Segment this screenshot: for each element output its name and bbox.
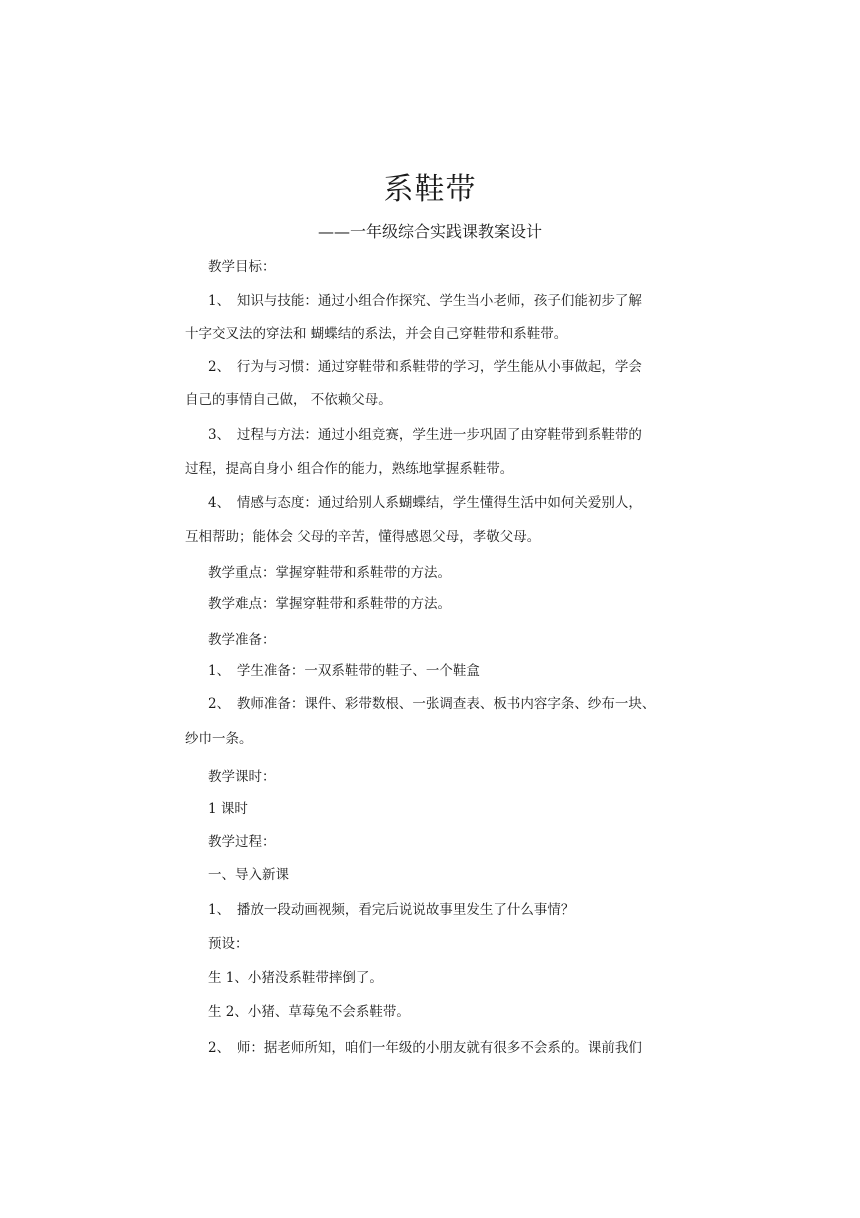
prep-heading: 教学准备：	[208, 632, 276, 648]
student-2-answer: 生 2、小猪、草莓兔不会系鞋带。	[208, 1004, 410, 1020]
student-1-answer: 生 1、小猪没系鞋带摔倒了。	[208, 970, 383, 986]
goal-3-line-2: 过程，提高自身小 组合作的能力，熟练地掌握系鞋带。	[185, 461, 514, 477]
hours-heading: 教学课时：	[208, 769, 276, 785]
step-2: 2、 师：据老师所知，咱们一年级的小朋友就有很多不会系的。课前我们	[208, 1040, 642, 1056]
goals-heading: 教学目标：	[208, 259, 276, 275]
difficult-point: 教学难点：掌握穿鞋带和系鞋带的方法。	[208, 596, 451, 612]
process-heading: 教学过程：	[208, 834, 276, 850]
goal-4-line-2: 互相帮助；能体会 父母的辛苦，懂得感恩父母，孝敬父母。	[185, 529, 541, 545]
step-1: 1、 播放一段动画视频，看完后说说故事里发生了什么事情？	[208, 902, 575, 918]
goal-1-line-2: 十字交叉法的穿法和 蝴蝶结的系法，并会自己穿鞋带和系鞋带。	[185, 326, 568, 342]
goal-2-line-1: 2、 行为与习惯：通过穿鞋带和系鞋带的学习，学生能从小事做起，学会	[208, 359, 642, 375]
goal-4-line-1: 4、 情感与态度：通过给别人系蝴蝶结，学生懂得生活中如何关爱别人，	[208, 495, 642, 511]
goal-3-line-1: 3、 过程与方法：通过小组竞赛，学生进一步巩固了由穿鞋带到系鞋带的	[208, 427, 642, 443]
prep-2-line-1: 2、 教师准备：课件、彩带数根、一张调查表、板书内容字条、纱布一块、	[208, 696, 656, 712]
document-title: 系鞋带	[383, 172, 477, 207]
goal-1-line-1: 1、 知识与技能：通过小组合作探究、学生当小老师，孩子们能初步了解	[208, 293, 642, 309]
key-point: 教学重点：掌握穿鞋带和系鞋带的方法。	[208, 565, 451, 581]
document-subtitle: ——一年级综合实践课教案设计	[317, 222, 542, 241]
hours-value: 1 课时	[208, 801, 248, 817]
goal-2-line-2: 自己的事情自己做， 不依赖父母。	[185, 392, 392, 408]
prep-1: 1、 学生准备：一双系鞋带的鞋子、一个鞋盒	[208, 663, 480, 679]
section-1-heading: 一、导入新课	[208, 867, 289, 883]
preset-label: 预设：	[208, 936, 249, 952]
prep-2-line-2: 纱巾一条。	[185, 731, 253, 747]
